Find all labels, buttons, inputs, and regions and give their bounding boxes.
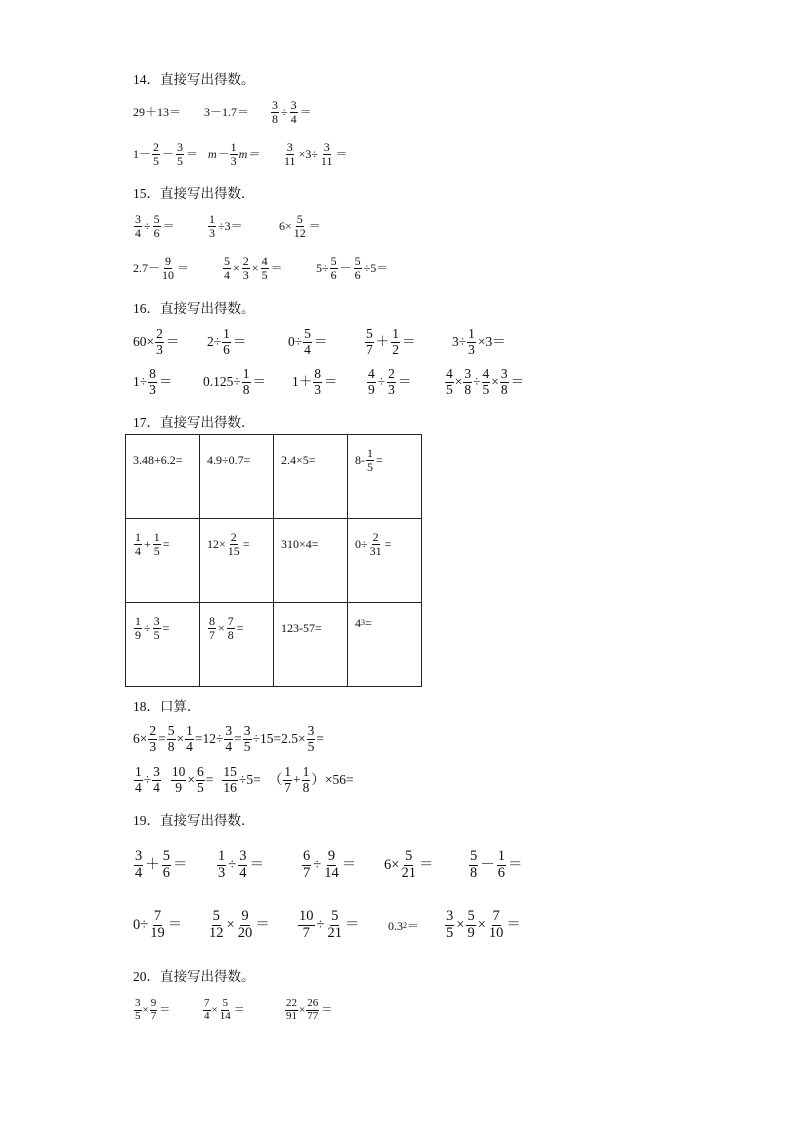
fraction: $\frac{6}{5}$ [197, 764, 204, 795]
q16-expr-9: $\frac{4}{9}$ ÷ $\frac{2}{3}$ ＝ [368, 366, 412, 397]
q14-expr-1: 29＋13＝ [133, 105, 182, 119]
fraction: $\frac{5}{4}$ [224, 253, 230, 282]
q14-expr-5: m－ 1 3 m＝ [208, 139, 260, 168]
q17-r3-c3: 123-57= [281, 621, 322, 635]
q17-r1-c3: 2.4×5= [281, 453, 316, 467]
table-cell [348, 519, 422, 603]
q17-r1-c4: 8- $\frac{1}{5}$ = [355, 445, 383, 474]
fraction: 5 6 [162, 848, 170, 881]
table-cell [274, 603, 348, 687]
table-cell [200, 603, 274, 687]
fraction: 5 7 [366, 326, 373, 357]
fraction: $\frac{3}{5}$ [446, 908, 454, 941]
q14-expr-6: $\frac{3}{11}$ ×3÷ $\frac{3}{11}$ ＝ [284, 139, 348, 168]
fraction: 1 2 [392, 326, 399, 357]
fraction: $\frac{7}{10}$ [488, 908, 504, 941]
table-cell [126, 603, 200, 687]
fraction: $\frac{26}{77}$ [307, 996, 319, 1022]
fraction: $\frac{3}{5}$ [307, 723, 315, 754]
fraction: $\frac{5}{6}$ [330, 253, 337, 282]
q19-expr-10: $\frac{3}{5}$ × $\frac{5}{9}$ × $\frac{7}{10}$ ＝ [446, 908, 521, 941]
q14-expr-3: $\frac{3}{8}$ ÷ $\frac{3}{4}$ ＝ [272, 97, 312, 126]
fraction: $\frac{8}{3}$ [149, 366, 156, 397]
q16-expr-5: 3÷ $\frac{1}{3}$ ×3＝ [452, 326, 506, 357]
table-cell [348, 435, 422, 519]
table-row [126, 435, 422, 519]
q15-expr-3: 6× $\frac{5}{12}$ ＝ [279, 211, 321, 240]
q17-table [125, 434, 422, 687]
fraction: $\frac{5}{6}$ [153, 211, 160, 240]
fraction: 1 3 [230, 139, 237, 168]
q19-expr-8: $\frac{10}{7}$ ÷ $\frac{5}{21}$ ＝ [299, 908, 360, 941]
q17-r3-c4: 4 3 = [355, 616, 372, 630]
q16-expr-3: 0÷ $\frac{5}{4}$ ＝ [288, 326, 328, 357]
fraction: 3 4 [135, 848, 143, 881]
q17-r2-c3: 310×4= [281, 537, 319, 551]
table-cell [200, 519, 274, 603]
q20-expr-2: $\frac{7}{4}$ × $\frac{5}{14}$ ＝ [204, 996, 245, 1022]
table-cell [126, 435, 200, 519]
fraction: $\frac{1}{4}$ [186, 723, 193, 754]
fraction: $\frac{9}{20}$ [237, 908, 253, 941]
fraction: $\frac{1}{5}$ [367, 445, 373, 474]
q15-expr-6: 5÷ $\frac{5}{6}$ － $\frac{5}{6}$ ÷5＝ [316, 253, 389, 282]
fraction: $\frac{2}{15}$ [227, 529, 240, 558]
q16-expr-8: 1＋ 8 3 ＝ [292, 366, 338, 397]
table-row [126, 519, 422, 603]
q15-title: 15．直接写出得数． [133, 186, 255, 201]
fraction: $\frac{10}{7}$ [299, 908, 314, 941]
q19-expr-3: $\frac{6}{7}$ ÷ $\frac{9}{14}$ ＝ [303, 848, 357, 881]
fraction: $\frac{3}{4}$ [290, 97, 297, 126]
q19-expr-9: 0.3 2 ＝ [388, 919, 420, 933]
fraction: $\frac{2}{3}$ [149, 723, 157, 754]
q19-expr-7: $\frac{5}{12}$ × $\frac{9}{20}$ ＝ [209, 908, 270, 941]
fraction: $\frac{4}{5}$ [261, 253, 268, 282]
fraction: $\frac{2}{31}$ [369, 529, 382, 558]
q19-expr-4: 6× $\frac{5}{21}$ ＝ [384, 848, 434, 881]
q15-expr-5: $\frac{5}{4}$ × $\frac{2}{3}$ × $\frac{4}{5}$ ＝ [224, 253, 283, 282]
q14-expr-4: 1－ 2 5 － 3 5 ＝ [133, 139, 199, 168]
q19-expr-2: $\frac{1}{3}$ ÷ $\frac{3}{4}$ ＝ [218, 848, 264, 881]
fraction: $\frac{1}{3}$ [209, 211, 215, 240]
fraction: $\frac{10}{9}$ [171, 764, 186, 795]
q16-title: 16．直接写出得数。 [133, 301, 255, 316]
fraction: $\frac{15}{16}$ [223, 764, 237, 795]
q16-expr-6: 1÷ $\frac{8}{3}$ ＝ [133, 366, 173, 397]
fraction: $\frac{3}{4}$ [135, 211, 141, 240]
fraction: $\frac{1}{9}$ [135, 613, 141, 642]
fraction: $\frac{1}{3}$ [218, 848, 226, 881]
q17-r3-c2: $\frac{8}{7}$ × $\frac{7}{8}$ = [209, 613, 244, 642]
table-cell [348, 603, 422, 687]
fraction: 1 6 [497, 848, 505, 881]
fraction: 8 3 [314, 366, 321, 397]
fraction: 5 8 [470, 848, 478, 881]
fraction: $\frac{1}{5}$ [153, 529, 160, 558]
table-cell [200, 435, 274, 519]
q20-expr-3: $\frac{22}{91}$ × $\frac{26}{77}$ ＝ [286, 996, 333, 1022]
fraction: $\frac{8}{7}$ [209, 613, 215, 642]
q14-expr-2: 3－1.7＝ [204, 105, 250, 119]
fraction: $\frac{3}{8}$ [272, 97, 278, 126]
fraction: $\frac{1}{6}$ [223, 326, 230, 357]
fraction: $\frac{3}{5}$ [243, 723, 251, 754]
fraction: $\frac{4}{5}$ [446, 366, 453, 397]
fraction: $\frac{2}{3}$ [242, 253, 249, 282]
fraction: $\frac{2}{3}$ [156, 326, 163, 357]
fraction: $\frac{1}{3}$ [468, 326, 475, 357]
fraction: $\frac{5}{8}$ [167, 723, 175, 754]
fraction: 3 5 [177, 139, 184, 168]
fraction: $\frac{1}{8}$ [242, 366, 250, 397]
fraction: $\frac{5}{21}$ [401, 848, 416, 881]
q15-expr-4: 2.7－ 9 10 ＝ [133, 253, 190, 282]
q15-expr-2: $\frac{1}{3}$ ÷3＝ [209, 211, 243, 240]
fraction: $\frac{7}{4}$ [204, 996, 210, 1022]
q18-row-2: $\frac{1}{4}$ ÷ $\frac{3}{4}$ $\frac{10}{9}$ × $\frac{6}{5}$ = $\frac{15}{16}$ ÷5= （ 1 7 + $\frac{1}{8}$ ）×56= [135, 764, 354, 795]
q16-expr-1: 60× $\frac{2}{3}$ ＝ [133, 326, 180, 357]
q17-r2-c1: 1 4 + $\frac{1}{5}$ = [135, 529, 170, 558]
table-row [126, 603, 422, 687]
fraction: $\frac{3}{4}$ [153, 764, 160, 795]
q19-expr-5: 5 8 － 1 6 ＝ [470, 848, 523, 881]
fraction: 1 7 [284, 764, 291, 795]
fraction: 1 4 [135, 529, 141, 558]
q16-expr-2: 2÷ $\frac{1}{6}$ ＝ [207, 326, 247, 357]
q16-expr-10: $\frac{4}{5}$ × $\frac{3}{8}$ ÷ $\frac{4}{5}$ × $\frac{3}{8}$ ＝ [446, 366, 525, 397]
q15-expr-1: $\frac{3}{4}$ ÷ $\frac{5}{6}$ ＝ [135, 211, 175, 240]
q19-expr-1: 3 4 ＋ 5 6 ＝ [135, 848, 188, 881]
fraction: $\frac{5}{14}$ [219, 996, 231, 1022]
fraction: $\frac{22}{91}$ [286, 996, 297, 1022]
fraction: $\frac{5}{6}$ [354, 253, 361, 282]
fraction: $\frac{7}{8}$ [227, 613, 234, 642]
fraction: $\frac{7}{19}$ [150, 908, 165, 941]
fraction: $\frac{5}{12}$ [209, 908, 224, 941]
fraction: 2 5 [153, 139, 160, 168]
fraction: $\frac{3}{8}$ [464, 366, 472, 397]
q17-r1-c2: 4.9÷0.7= [207, 453, 251, 467]
fraction: $\frac{5}{21}$ [327, 908, 342, 941]
fraction: 9 10 [162, 253, 175, 282]
fraction: $\frac{9}{7}$ [150, 996, 157, 1022]
fraction: $\frac{3}{5}$ [135, 996, 141, 1022]
fraction: $\frac{9}{14}$ [324, 848, 339, 881]
q17-r2-c2: 12× $\frac{2}{15}$ = [207, 529, 250, 558]
q20-expr-1: $\frac{3}{5}$ × $\frac{9}{7}$ ＝ [135, 996, 171, 1022]
fraction: $\frac{3}{11}$ [320, 139, 333, 168]
fraction: $\frac{5}{9}$ [467, 908, 475, 941]
fraction: $\frac{3}{8}$ [500, 366, 508, 397]
q16-expr-7: 0.125÷ $\frac{1}{8}$ ＝ [203, 366, 267, 397]
fraction: $\frac{6}{7}$ [303, 848, 311, 881]
fraction: $\frac{3}{4}$ [225, 723, 233, 754]
table-cell [274, 519, 348, 603]
fraction: $\frac{3}{4}$ [239, 848, 247, 881]
q17-r1-c1: 3.48+6.2= [133, 453, 183, 467]
table-cell [126, 519, 200, 603]
fraction: $\frac{3}{11}$ [284, 139, 296, 168]
fraction: $\frac{4}{5}$ [482, 366, 490, 397]
fraction: $\frac{1}{8}$ [302, 764, 310, 795]
table-cell [274, 435, 348, 519]
q17-r3-c1: $\frac{1}{9}$ ÷ $\frac{3}{5}$ = [135, 613, 170, 642]
q17-r2-c4: 0÷ $\frac{2}{31}$ = [355, 529, 392, 558]
fraction: $\frac{2}{3}$ [388, 366, 395, 397]
fraction: $\frac{5}{4}$ [304, 326, 311, 357]
q14-title: 14．直接写出得数。 [133, 72, 255, 87]
fraction: $\frac{4}{9}$ [368, 366, 375, 397]
q19-expr-6: 0÷ $\frac{7}{19}$ ＝ [133, 908, 183, 941]
fraction: $\frac{1}{4}$ [135, 764, 142, 795]
q18-title: 18．口算． [133, 699, 201, 714]
q20-title: 20．直接写出得数。 [133, 969, 255, 984]
q17-title: 17．直接写出得数． [133, 415, 255, 430]
q16-expr-4: 5 7 ＋ 1 2 ＝ [366, 326, 416, 357]
q19-title: 19．直接写出得数． [133, 813, 255, 828]
fraction: $\frac{3}{5}$ [153, 613, 160, 642]
fraction: $\frac{5}{12}$ [293, 211, 306, 240]
q18-row-1: 6× $\frac{2}{3}$ = $\frac{5}{8}$ × $\frac{1}{4}$ = 12÷ $\frac{3}{4}$ = $\frac{3}{5}$ ÷15= 2.5× $\frac{3}{5}$ = [133, 723, 324, 754]
